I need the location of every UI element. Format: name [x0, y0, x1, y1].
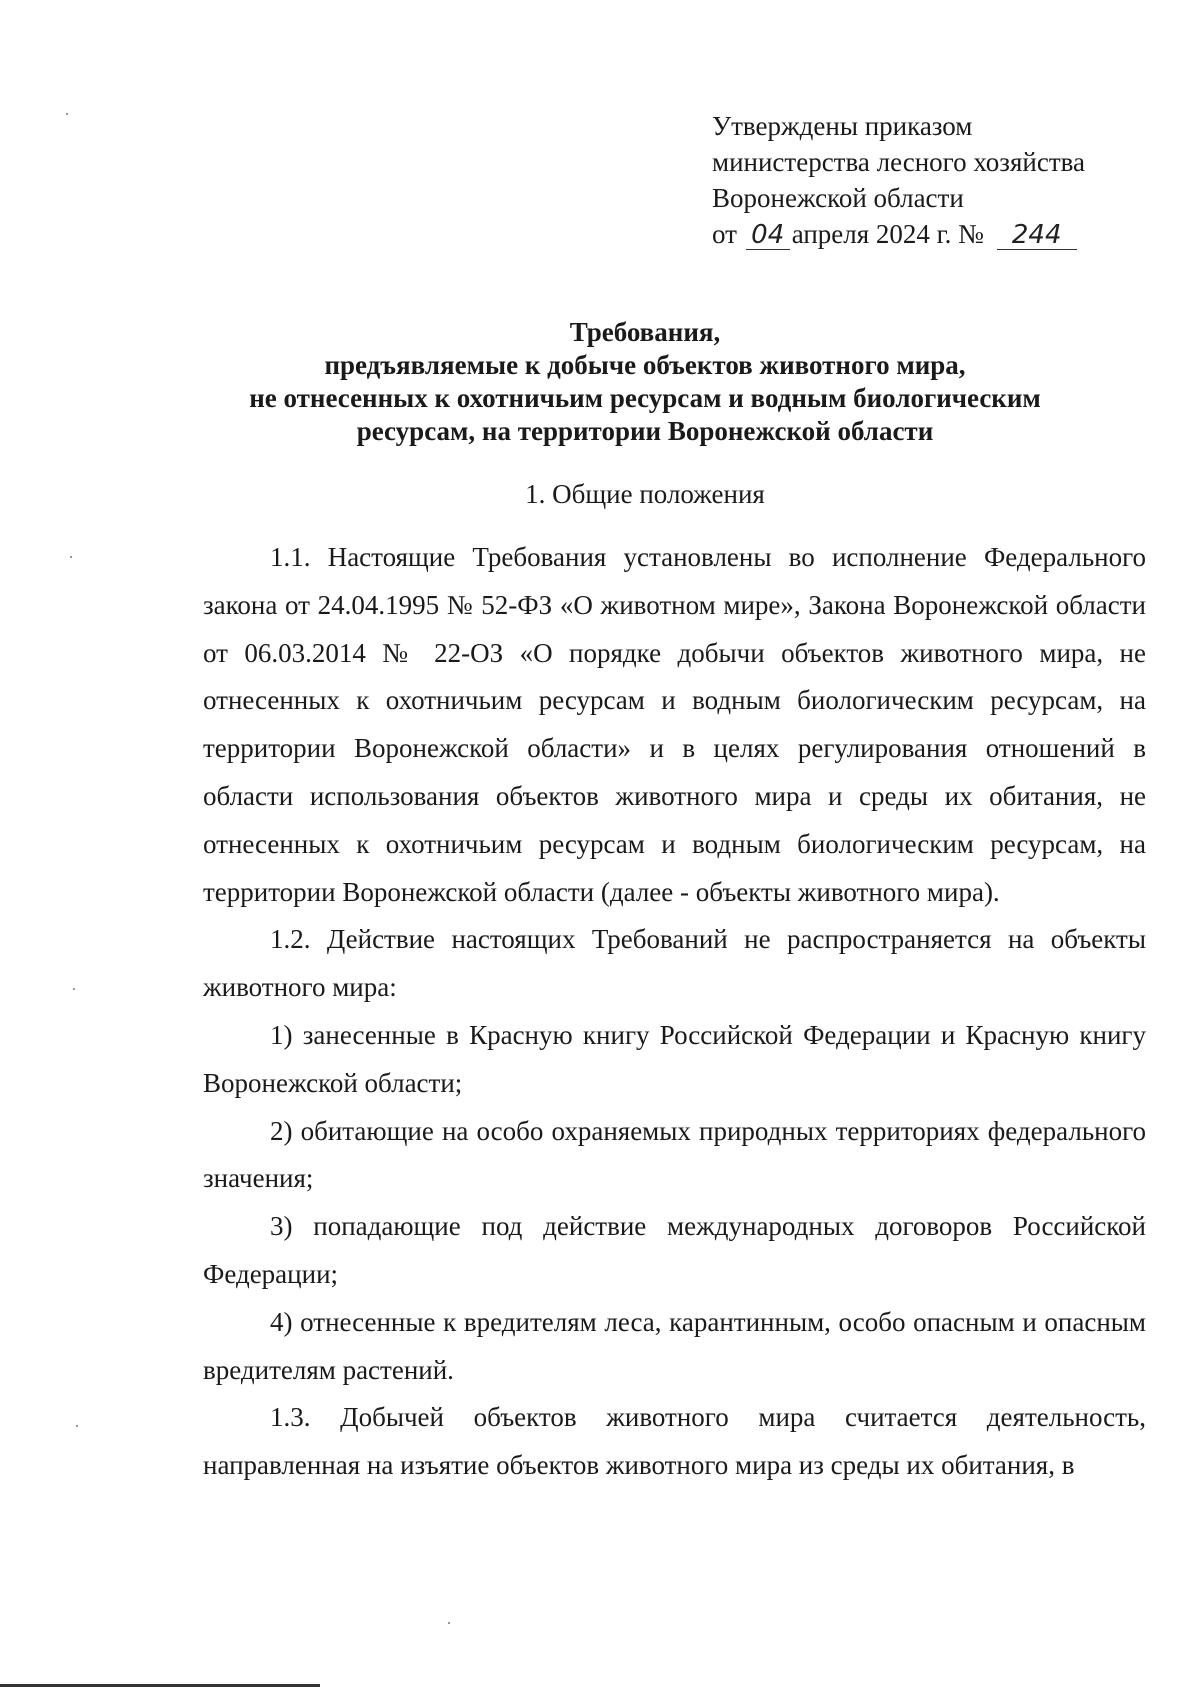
paragraph-1-3: 1.3. Добычей объектов животного мира считается деятельность, направленная на изъятие объектов животного мира из среды их обитания, в: [203, 1402, 1146, 1481]
title-line-4: ресурсам, на территории Воронежской области: [356, 416, 934, 446]
paragraph-1-1: 1.1. Настоящие Требования установлены во исполнение Федерального закона от 24.04.1995 № 52-ФЗ «О животном мире», Закона Воронежской области от 06.03.2014 № 22-ОЗ «О порядке добычи объектов животного мира, не отнесенных к охотничьим ресурсам и водным биологическим ресурсам, на территории Воронежской области» и в целях регулирования отношений в области использования объектов животного мира и среды их обитания, не отнесенных к охотничьим ресурсам и водным биологическим ресурсам, на территории Воронежской области (далее - объекты животного мира).: [203, 542, 1146, 907]
list-item-2: 2) обитающие на особо охраняемых природных территориях федерального значения;: [203, 1115, 1146, 1194]
list-item-1: 1) занесенные в Красную книгу Российской Федерации и Красную книгу Воронежской области;: [203, 1019, 1146, 1098]
title-line-3: не отнесенных к охотничьим ресурсам и водным биологическим: [249, 383, 1041, 413]
document-body: [203, 534, 1146, 1490]
approval-date-line: [712, 216, 1152, 252]
approval-line-3: Воронежской области: [712, 183, 964, 213]
scan-speck: [66, 113, 68, 115]
scan-speck: [73, 988, 75, 990]
handwritten-order-number: 244: [997, 221, 1077, 250]
approval-line-1: Утверждены приказом: [712, 111, 973, 141]
title-line-2: предъявляемые к добыче объектов животного мира,: [324, 350, 966, 380]
page-bottom-rule: [0, 1684, 320, 1687]
scan-speck: [448, 1622, 450, 1624]
scan-speck: [70, 556, 72, 558]
approval-stamp-block: [712, 108, 1152, 252]
scan-speck: [76, 1425, 78, 1427]
list-item-4: 4) отнесенные к вредителям леса, карантинным, особо опасным и опасным вредителям растений.: [203, 1306, 1146, 1385]
handwritten-day: 04: [746, 221, 790, 250]
document-title: [200, 316, 1090, 448]
section-heading: 1. Общие положения: [525, 479, 765, 509]
approval-date-prefix: от: [712, 219, 737, 249]
title-line-1: Требования,: [569, 317, 721, 347]
list-item-3: 3) попадающие под действие международных договоров Российской Федерации;: [203, 1211, 1146, 1289]
approval-line-2: министерства лесного хозяйства: [712, 147, 1085, 177]
approval-date-rest: апреля 2024 г. №: [791, 219, 984, 249]
paragraph-1-2: 1.2. Действие настоящих Требований не распространяется на объекты животного мира:: [203, 924, 1146, 1003]
